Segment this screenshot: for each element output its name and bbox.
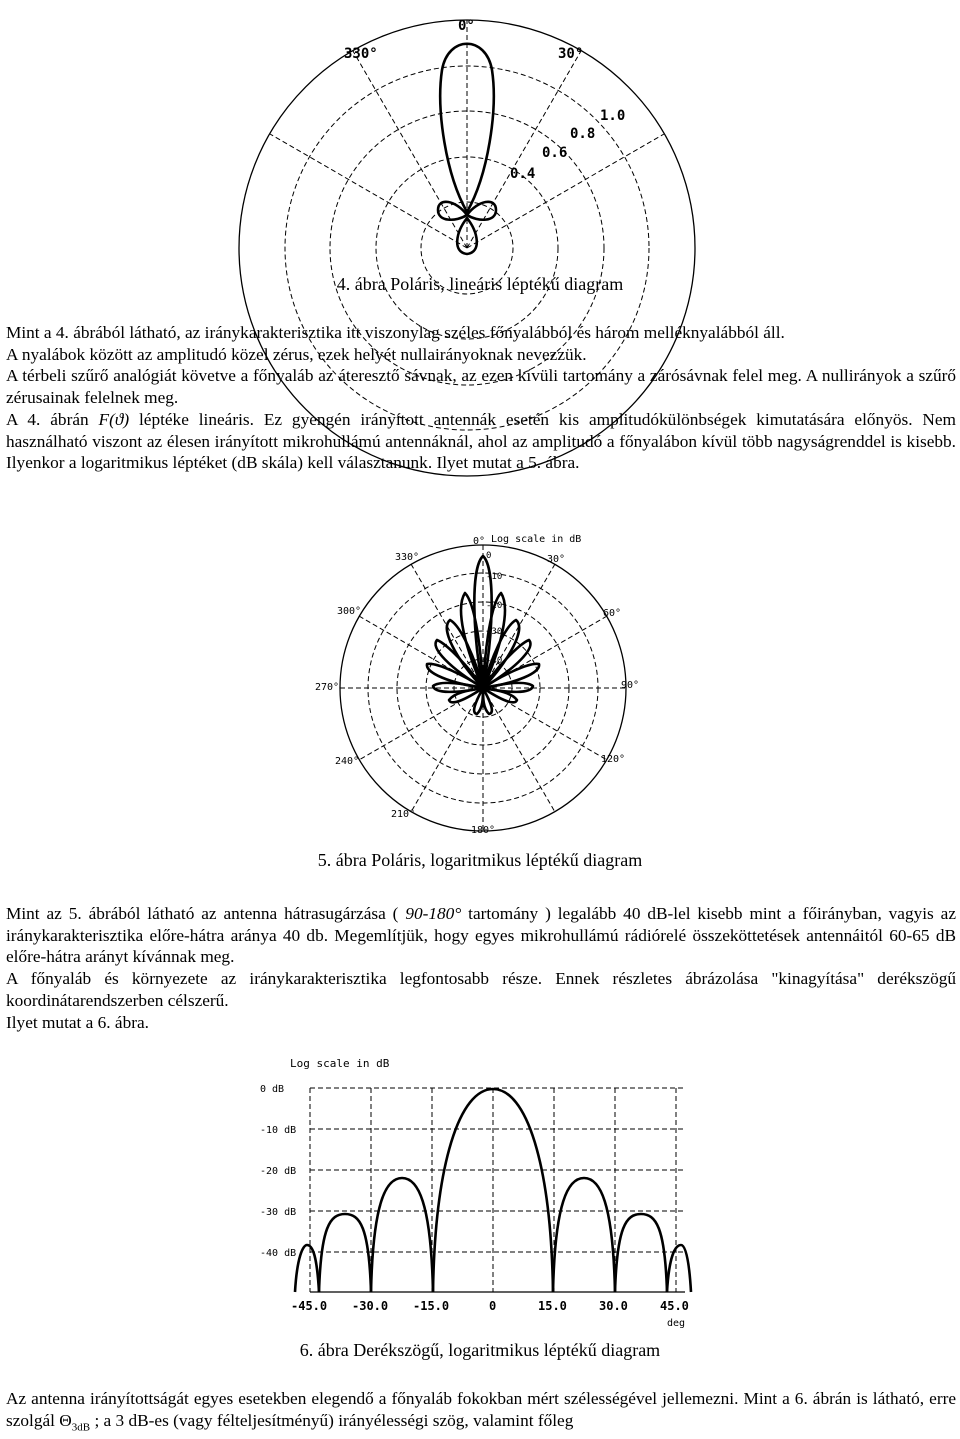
xunit: deg — [667, 1318, 686, 1329]
para1-line3: A térbeli szűrő analógiát követve a főnyaláb az áteresztő sávnak, az ezen kívüli tartomány a zárósávnak felel meg. A nullirányok a szűrő zérusainak felelnek meg. — [6, 366, 956, 408]
xlabel-15: 15.0 — [538, 1299, 567, 1313]
xlabel-30: 30.0 — [599, 1299, 628, 1313]
fig5-title: Log scale in dB — [491, 534, 582, 545]
ylabel-20db: -20 dB — [260, 1166, 297, 1177]
radial-label-20: -20 — [486, 601, 503, 611]
para2-formula: 90-180° — [405, 904, 462, 923]
angle-label-240: 240° — [335, 756, 360, 767]
radial-label-0-8: 0.8 — [570, 126, 596, 142]
paragraph-2 — [6, 903, 956, 1033]
para3-text-1: Az antenna irányítottságát egyes esetekben elegendő a főnyaláb fokokban mért szélességével jellemezni. Mint a 6. ábrán is látható, erre szolgál — [6, 1389, 956, 1430]
figure-5-polar-log — [315, 528, 645, 838]
radial-label-0-4: 0.4 — [510, 166, 536, 182]
para2-body — [6, 903, 956, 968]
fig6-pattern — [295, 1089, 691, 1292]
xlabel-m45: -45.0 — [291, 1299, 328, 1313]
para1-line4 — [6, 409, 956, 474]
angle-label-0: 0° — [473, 536, 486, 547]
ylabel-40db: -40 dB — [260, 1248, 297, 1259]
para1-formula: F(ϑ) — [98, 409, 130, 429]
xlabel-45: 45.0 — [660, 1299, 689, 1313]
angle-label-300: 300° — [337, 606, 362, 617]
para1-line2: A nyalábok között az amplitudó közel zérus, ezek helyét nullairányoknak nevezzük. — [6, 344, 587, 364]
fig6-ylabels — [260, 1084, 296, 1259]
para2-text-2: tartomány ) legalább 40 dB-lel kisebb mint a főirányban, vagyis az iránykarakterisztika előre-hátra aránya 40 db. Megemlítjük, hogy egyes mikrohullámú rádiórelé összeköttetések antennáitól 60-65 dB előre-hátra arányt kívánnak meg. — [6, 904, 957, 967]
radial-label-0-6: 0.6 — [542, 145, 568, 161]
ylabel-10db: -10 dB — [260, 1125, 297, 1136]
angle-label-30: 30° — [547, 554, 566, 565]
ylabel-0db: 0 dB — [260, 1084, 285, 1095]
angle-label-120: 120° — [601, 754, 626, 765]
ylabel-30db: -30 dB — [260, 1207, 297, 1218]
para1-text-b: léptéke lineáris. Ez gyengén irányított antennák esetén kis amplitudókülönbségek kimutatására előnyös. Nem használható viszont az élesen irányított mikrohullámú antennáknál, ahol az amplitudó a főnyalábon kívül több nagyságrenddel is kisebb. Ilyenkor a logaritmikus léptéket (dB skála) kell választanunk. Ilyet mutat a 5. ábra. — [6, 409, 956, 473]
figure-4-polar-linear — [270, 0, 650, 270]
fig6-xlabels — [291, 1299, 689, 1329]
angle-label-30: 30° — [558, 46, 584, 62]
paragraph-1 — [6, 322, 956, 474]
angle-label-270: 270° — [315, 682, 340, 693]
angle-label-0: 0° — [458, 18, 475, 34]
radial-label-0: 0 — [486, 551, 492, 561]
para3-theta: Θ — [59, 1410, 72, 1430]
angle-label-60: 60° — [603, 608, 622, 619]
para2-text-3: A főnyaláb és környezete az iránykarakterisztika legfontosabb része. Ennek részletes ábrázolása "kinagyítása" derékszögű koordinátarendszerben célszerű. — [6, 969, 956, 1010]
angle-label-330: 330° — [395, 552, 420, 563]
radial-label-30: -30 — [486, 627, 503, 637]
fig6-title: Log scale in dB — [290, 1057, 390, 1070]
para2-text-4: Ilyet mutat a 6. ábra. — [6, 1012, 149, 1032]
xlabel-m15: -15.0 — [413, 1299, 450, 1313]
angle-label-210: 210° — [391, 809, 416, 820]
angle-label-180: 180° — [471, 825, 496, 836]
para3-theta-sub: 3dB — [71, 1421, 91, 1434]
angle-label-330: 330° — [344, 46, 378, 62]
figure-4-caption: 4. ábra Poláris, lineáris léptékű diagram — [336, 274, 624, 294]
xlabel-m30: -30.0 — [352, 1299, 389, 1313]
figure-6-caption: 6. ábra Derékszögű, logaritmikus léptékű diagram — [299, 1340, 661, 1360]
radial-label-1-0: 1.0 — [600, 108, 626, 124]
fig6-grid — [310, 1088, 685, 1292]
radial-label-10: -10 — [486, 572, 503, 582]
para1-text-a: A 4. ábrán — [6, 409, 89, 429]
angle-label-90: 90° — [621, 680, 640, 691]
xlabel-0: 0 — [489, 1299, 497, 1313]
para3-text-2: ; a 3 dB-es (vagy félteljesítményű) irányélességi szög, valamint főleg — [94, 1410, 574, 1430]
radial-label-40: -40 — [486, 656, 503, 666]
figure-6-rectangular-log — [255, 1052, 705, 1332]
paragraph-3 — [6, 1388, 956, 1439]
para2-text-1: Mint az 5. ábrából látható az antenna hátrasugárzása ( — [6, 904, 399, 923]
figure-5-caption: 5. ábra Poláris, logaritmikus léptékű diagram — [317, 850, 643, 870]
para1-line1: Mint a 4. ábrából látható, az iránykarakterisztika itt viszonylag széles főnyalábból és három melléknyalábból áll. — [6, 323, 785, 342]
